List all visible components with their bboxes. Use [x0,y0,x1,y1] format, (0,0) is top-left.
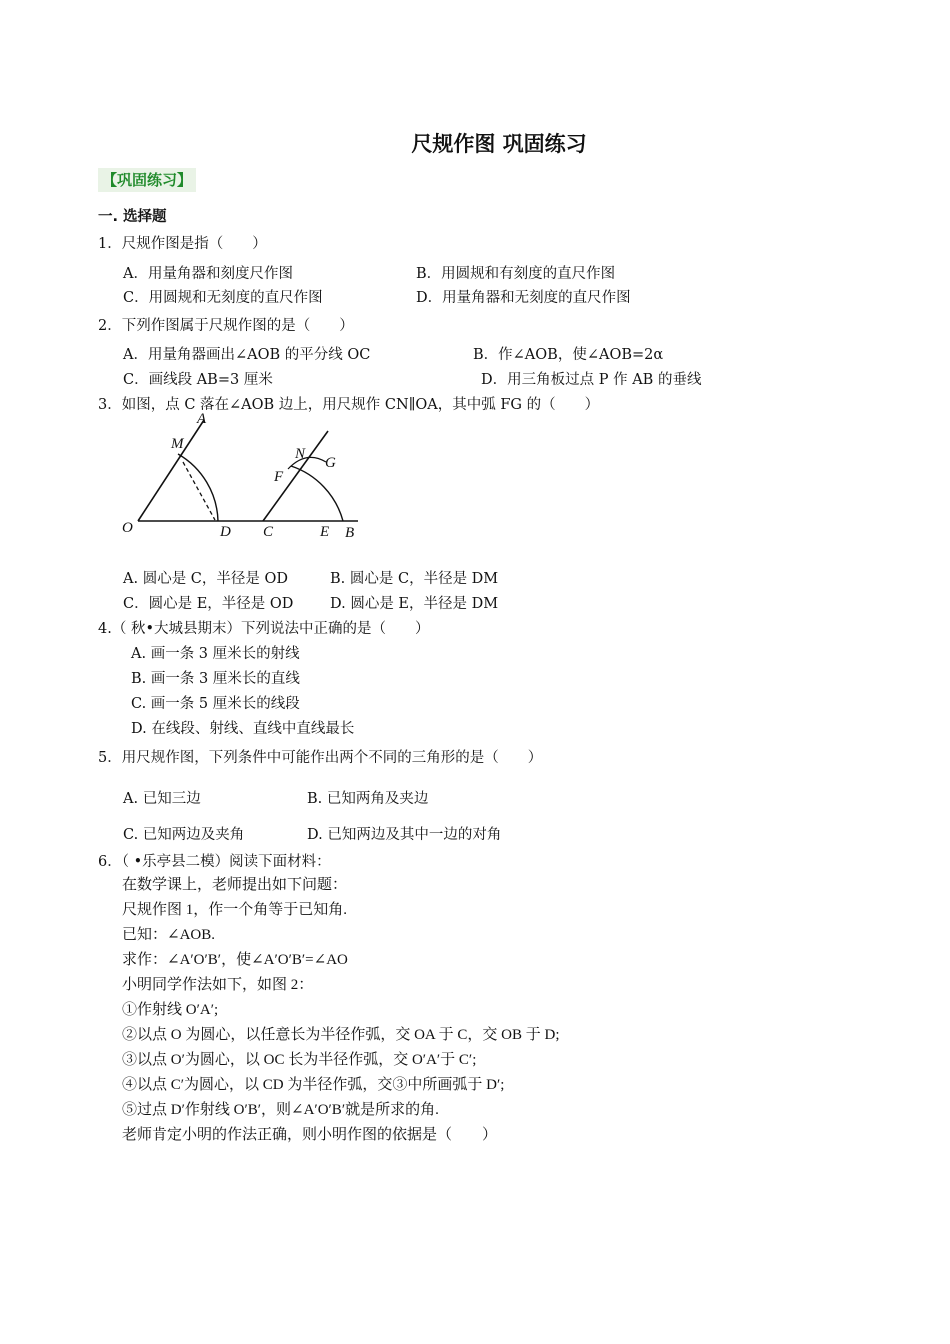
question-1-option-a: A．用量角器和刻度尺作图 [123,266,293,282]
question-6-line: ⑤过点 D′作射线 O′B′，则∠A′O′B′就是所求的角. [122,1102,439,1118]
line-cn [263,431,328,521]
label-f: F [274,469,284,485]
label-m: M [171,436,184,452]
label-d: D [220,524,231,540]
question-6-line: ④以点 C′为圆心，以 CD 为半径作弧，交③中所画弧于 D′; [122,1077,505,1093]
page-title: 尺规作图 巩固练习 [411,132,587,156]
question-6-line: ③以点 O′为圆心，以 OC 长为半径作弧，交 O′A′于 C′; [122,1052,477,1068]
label-n: N [295,446,306,462]
question-1-stem: 1．尺规作图是指（ ） [98,236,267,252]
question-4-option-b: B. 画一条 3 厘米长的直线 [131,671,300,687]
question-2-stem: 2．下列作图属于尺规作图的是（ ） [98,318,354,334]
question-3-figure [118,408,368,543]
question-2-option-c: C．画线段 AB=3 厘米 [123,372,273,388]
question-6-line: 在数学课上，老师提出如下问题： [122,877,348,893]
question-1-option-d: D．用量角器和无刻度的直尺作图 [416,290,631,306]
label-c: C [263,524,274,540]
question-5-option-b: B. 已知两角及夹边 [307,791,429,807]
question-4-stem: 4.（ 秋•大城县期末）下列说法中正确的是（ ） [98,621,430,637]
question-5-option-a: A. 已知三边 [123,791,201,807]
question-6-line: 尺规作图 1，作一个角等于已知角. [122,902,348,918]
question-3-option-a: A. 圆心是 C，半径是 OD [123,571,289,587]
question-3-option-b: B. 圆心是 C，半径是 DM [330,571,499,587]
question-6-line: ②以点 O 为圆心，以任意长为半径作弧，交 OA 于 C，交 OB 于 D; [122,1027,560,1043]
label-o: O [122,520,133,536]
question-2-option-b: B．作∠AOB，使∠AOB=2α [473,347,664,363]
label-b: B [345,525,355,541]
section-heading: 一. 选择题 [98,209,167,225]
question-6-line: ①作射线 O′A′; [122,1002,219,1018]
question-5-option-c: C. 已知两边及夹角 [123,827,245,843]
question-4-option-a: A. 画一条 3 厘米长的射线 [131,646,300,662]
question-5-option-d: D. 已知两边及其中一边的对角 [307,827,502,843]
question-3-option-c: C．圆心是 E，半径是 OD [123,596,294,612]
label-a: A [197,411,207,427]
question-1-option-c: C．用圆规和无刻度的直尺作图 [123,290,323,306]
question-3-option-d: D. 圆心是 E，半径是 DM [330,596,499,612]
question-6-line: 老师肯定小明的作法正确，则小明作图的依据是（ ） [122,1127,498,1143]
question-4-option-c: C. 画一条 5 厘米长的线段 [131,696,300,712]
question-4-option-d: D. 在线段、射线、直线中直线最长 [131,721,355,737]
arc-en [291,466,343,521]
question-6-line: 小明同学作法如下，如图 2： [122,977,314,993]
label-g: G [325,455,336,471]
question-6-line: 已知：∠AOB. [122,927,215,943]
question-1-option-b: B．用圆规和有刻度的直尺作图 [416,266,616,282]
question-2-option-a: A．用量角器画出∠AOB 的平分线 OC [123,347,371,363]
question-6-line: 求作：∠A′O′B′，使∠A′O′B′=∠AO [122,952,348,968]
question-5-stem: 5．用尺规作图，下列条件中可能作出两个不同的三角形的是（ ） [98,750,543,766]
question-3-stem: 3．如图，点 C 落在∠AOB 边上，用尺规作 CN∥OA，其中弧 FG 的（ ） [98,397,600,413]
question-6-stem: 6．（ •乐亭县二模）阅读下面材料： [98,854,331,870]
question-2-option-d: D．用三角板过点 P 作 AB 的垂线 [481,372,702,388]
label-e: E [320,524,330,540]
section-tag: 【巩固练习】 [98,168,196,192]
